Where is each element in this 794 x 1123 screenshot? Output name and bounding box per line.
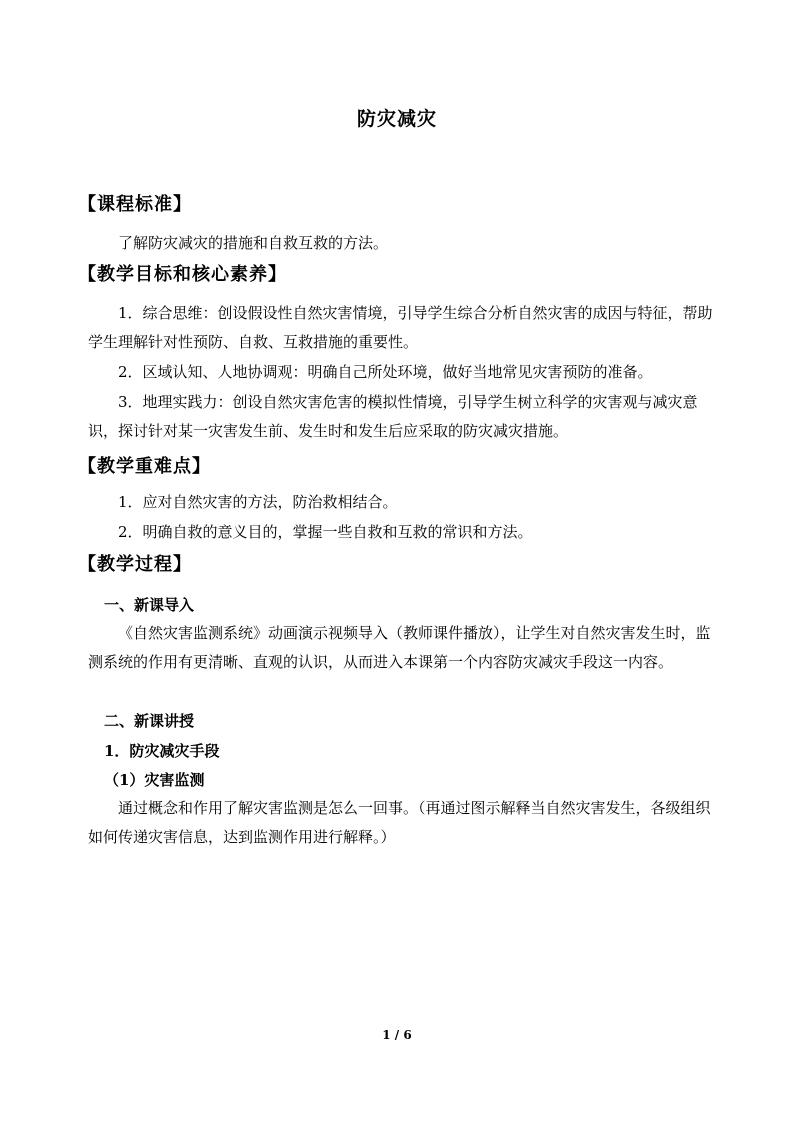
heading-key-points: 【教学重难点】 xyxy=(78,456,211,477)
goal-item-2: 2．区域认知、人地协调观：明确自己所处环境，做好当地常见灾害预防的准备。 xyxy=(118,363,653,381)
intro-text: 《自然灾害监测系统》动画演示视频导入（教师课件播放），让学生对自然灾害发生时，监测系统的作用有更清晰、直观的认识，从而进入本课第一个内容防灾减灾手段这一内容。 xyxy=(88,624,711,671)
intro-heading: 一、新课导入 xyxy=(104,596,195,614)
goal-item-3: 3．地理实践力：创设自然灾害危害的模拟性情境，引导学生树立科学的灾害观与减灾意识，探讨针对某一灾害发生前、发生时和发生后应采取的防灾减灾措施。 xyxy=(88,393,698,440)
subsection-1-1-text: 通过概念和作用了解灾害监测是怎么一回事。（再通过图示解释当自然灾害发生，各级组织如何传递灾害信息，达到监测作用进行解释。） xyxy=(88,799,711,846)
subsection-1-1-heading: （1）灾害监测 xyxy=(104,771,205,789)
page-number: 1 / 6 xyxy=(382,1028,412,1042)
page-title: 防灾减灾 xyxy=(356,108,437,130)
standard-text: 了解防灾减灾的措施和自救互救的方法。 xyxy=(118,234,389,252)
key-point-2: 2．明确自救的意义目的，掌握一些自救和互救的常识和方法。 xyxy=(118,523,533,541)
heading-teaching-process: 【教学过程】 xyxy=(78,554,192,575)
heading-course-standard: 【课程标准】 xyxy=(78,194,192,215)
subsection-1-heading: 1．防灾减灾手段 xyxy=(104,742,220,760)
goal-item-1: 1．综合思维：创设假设性自然灾害情境，引导学生综合分析自然灾害的成因与特征，帮助学生理解针对性预防、自救、互救措施的重要性。 xyxy=(88,304,713,351)
key-point-1: 1．应对自然灾害的方法，防治救相结合。 xyxy=(118,493,398,511)
lecture-heading: 二、新课讲授 xyxy=(104,712,195,730)
heading-teaching-goals: 【教学目标和核心素养】 xyxy=(78,264,287,285)
